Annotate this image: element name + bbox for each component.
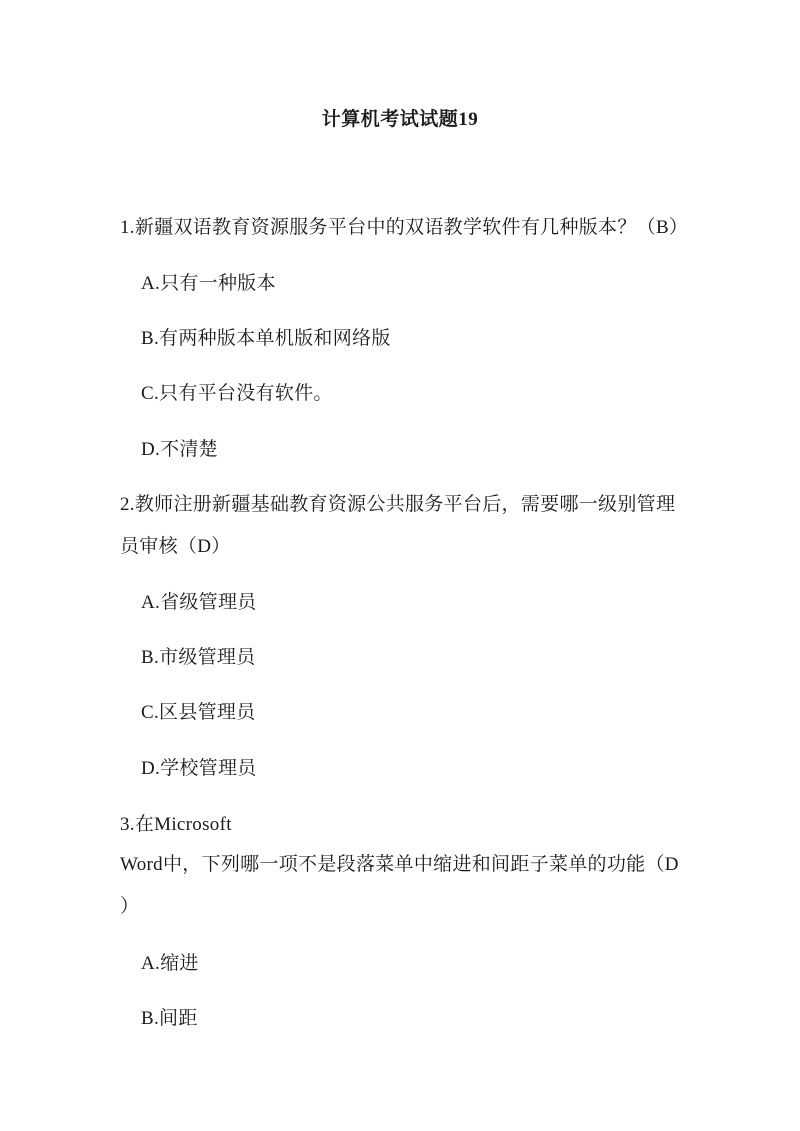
question-2-text-line-1: 2.教师注册新疆基础教育资源公共服务平台后，需要哪一级别管理 [120, 494, 676, 515]
question-1-option-c: C.只有平台没有软件。 [141, 383, 333, 404]
question-1-text: 1.新疆双语教育资源服务平台中的双语教学软件有几种版本？（B） [120, 217, 689, 238]
question-1-option-b: B.有两种版本单机版和网络版 [141, 328, 391, 349]
document-title: 计算机考试试题19 [321, 109, 479, 130]
question-2-option-c: C.区县管理员 [141, 702, 256, 723]
question-3-option-a: A.缩进 [141, 953, 199, 974]
question-1-option-a: A.只有一种版本 [141, 273, 276, 294]
question-1-option-d: D.不清楚 [141, 439, 218, 460]
question-3-text-line-2: Word中，下列哪一项不是段落菜单中缩进和间距子菜单的功能（D [120, 854, 679, 875]
question-3-text-line-1: 3.在Microsoft [120, 814, 232, 835]
question-3-option-b: B.间距 [141, 1008, 198, 1029]
question-3-text-line-3: ） [120, 896, 140, 917]
question-2-option-b: B.市级管理员 [141, 647, 256, 668]
question-2-option-d: D.学校管理员 [141, 758, 257, 779]
question-2-text-line-2: 员审核（D） [120, 536, 231, 557]
question-2-option-a: A.省级管理员 [141, 592, 257, 613]
